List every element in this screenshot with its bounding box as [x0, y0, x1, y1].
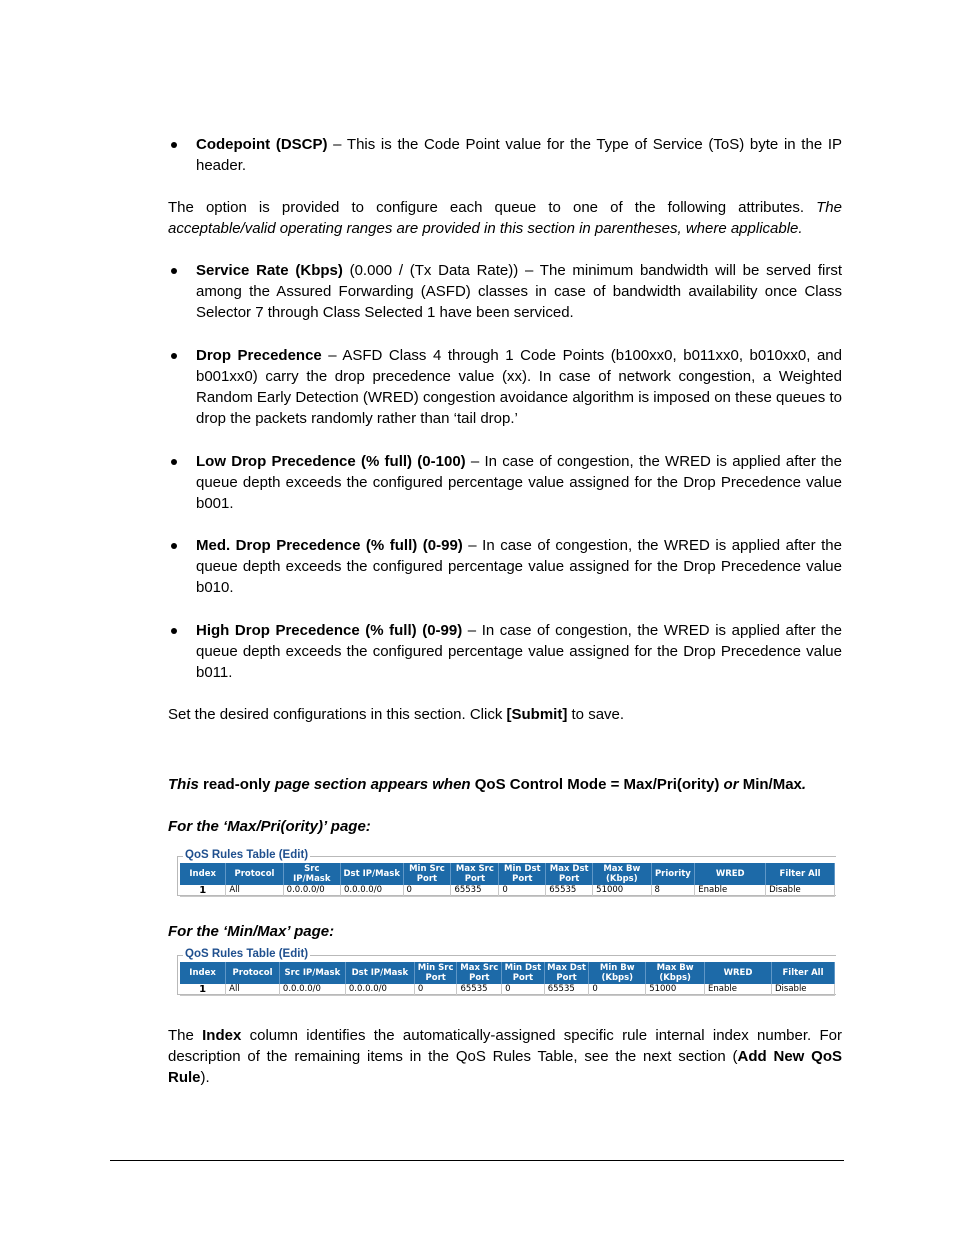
closing-part: ). — [200, 1069, 210, 1086]
intro-paragraph — [168, 197, 842, 239]
bullet-med-drop — [168, 535, 842, 598]
col-header: Max Dst Port — [546, 863, 593, 885]
bullet-term: High Drop Precedence (% full) (0-99) — [196, 622, 463, 639]
table-cell: Enable — [705, 984, 772, 996]
table-cell: 0.0.0.0/0 — [283, 885, 340, 897]
col-header: Protocol — [226, 962, 280, 984]
note-part: QoS Control Mode = Max/Pri(ority) — [474, 776, 720, 793]
col-header: Min Dst Port — [502, 962, 545, 984]
bullet-desc: – ASFD Class 4 through 1 Code Points (b100xx0, b011xx0, b010xx0, and b001xx0) carry the drop precedence value (xx). In case of network congestion, a Weighted Random Early Detection (WRED) congestion avoidance algorithm is imposed on these queues to drop the packets randomly rather than ‘tail drop.’ — [196, 347, 842, 427]
col-header: Max Bw (Kbps) — [646, 962, 705, 984]
submit-text-post: to save. — [567, 706, 625, 723]
table-cell: 0 — [414, 984, 457, 996]
maxpri-caption — [168, 816, 842, 837]
col-header: WRED — [695, 863, 766, 885]
bullet-drop-precedence — [168, 345, 842, 429]
qos-table — [180, 863, 835, 897]
table-cell: 65535 — [546, 885, 593, 897]
readonly-note — [168, 774, 842, 795]
table-cell: 0 — [499, 885, 546, 897]
table-cell: 65535 — [457, 984, 502, 996]
intro-italic: The acceptable/valid operating ranges are provided in this section in parentheses, where applicable. — [168, 199, 842, 237]
table-cell: 0.0.0.0/0 — [345, 984, 414, 996]
table-cell: 0 — [589, 984, 646, 996]
col-header: Min Src Port — [403, 863, 451, 885]
note-part: read-only — [198, 776, 275, 793]
table-cell: 0.0.0.0/0 — [279, 984, 345, 996]
table-row — [180, 984, 835, 996]
qos-table — [180, 962, 835, 996]
col-header: Filter All — [772, 962, 835, 984]
closing-paragraph — [168, 1025, 842, 1088]
bullet-term: Drop Precedence — [196, 347, 322, 364]
bullet-term: Service Rate (Kbps) — [196, 262, 343, 279]
bullet-desc: (0.000 / (Tx Data Rate)) – The minimum bandwidth will be served first among the Assured Forwarding (ASFD) classes in case of bandwidth availability once Class Selector 7 through Class Selected 1 have been serviced. — [196, 262, 842, 321]
submit-label: [Submit] — [506, 706, 568, 723]
bullet-service-rate — [168, 260, 842, 323]
col-header: WRED — [705, 962, 772, 984]
table-cell: 0.0.0.0/0 — [340, 885, 403, 897]
qos-rules-table-minmax — [177, 949, 837, 1003]
col-header: Max Src Port — [451, 863, 499, 885]
closing-part: column identifies the automatically-assigned specific rule internal index number. For description of the remaining items in the QoS Rules Table, see the next section ( — [168, 1027, 842, 1065]
bullet-desc: – This is the Code Point value for the Type of Service (ToS) byte in the IP header. — [196, 136, 843, 174]
col-header: Src IP/Mask — [279, 962, 345, 984]
bullet-desc: – In case of congestion, the WRED is applied after the queue depth exceeds the configured percentage value assigned for the Drop Precedence value b001. — [196, 453, 842, 512]
cell-index: 1 — [180, 885, 226, 897]
col-header: Index — [180, 962, 226, 984]
bullet-codepoint — [168, 134, 842, 176]
bullet-desc: – In case of congestion, the WRED is applied after the queue depth exceeds the configured percentage value assigned for the Drop Precedence value b010. — [196, 537, 842, 596]
table-cell: 65535 — [451, 885, 499, 897]
bullet-term: Low Drop Precedence (% full) (0-100) — [196, 453, 466, 470]
col-header: Index — [180, 863, 226, 885]
table-cell: Enable — [695, 885, 766, 897]
cell-index: 1 — [180, 984, 226, 996]
table-cell: 0 — [502, 984, 545, 996]
table-cell: 65535 — [544, 984, 589, 996]
col-header: Max Bw (Kbps) — [593, 863, 651, 885]
table-cell: Disable — [772, 984, 835, 996]
note-part: or — [719, 776, 743, 793]
table-header-row — [180, 863, 835, 885]
table-legend-edit-link[interactable]: QoS Rules Table (Edit) — [185, 849, 309, 861]
caption-text: For the ‘Max/Pri(ority)’ page: — [168, 818, 371, 835]
note-part: This — [168, 776, 199, 793]
bullet-desc: – In case of congestion, the WRED is applied after the queue depth exceeds the configured percentage value assigned for the Drop Precedence value b011. — [196, 622, 842, 681]
bullet-term: Codepoint (DSCP) — [196, 136, 328, 153]
bullet-low-drop — [168, 451, 842, 514]
col-header: Min Bw (Kbps) — [589, 962, 646, 984]
submit-text-pre: Set the desired configurations in this section. Click — [168, 706, 507, 723]
bullet-term: Med. Drop Precedence (% full) (0-99) — [196, 537, 463, 554]
note-part: Min/Max — [742, 776, 802, 793]
footer-divider — [110, 1160, 844, 1161]
intro-text: The option is provided to configure each queue to one of the following attributes. — [168, 199, 817, 216]
table-cell: 51000 — [646, 984, 705, 996]
table-cell: All — [226, 984, 280, 996]
col-header: Protocol — [226, 863, 283, 885]
col-header: Min Dst Port — [499, 863, 546, 885]
table-cell: Disable — [766, 885, 835, 897]
qos-rules-table-maxpri — [177, 850, 837, 902]
submit-paragraph — [168, 704, 842, 725]
table-cell: 8 — [651, 885, 695, 897]
minmax-caption — [168, 921, 842, 942]
col-header: Priority — [651, 863, 695, 885]
table-cell: All — [226, 885, 283, 897]
table-row — [180, 885, 835, 897]
table-header-row — [180, 962, 835, 984]
caption-text: For the ‘Min/Max’ page: — [168, 923, 335, 940]
note-part: page section appears when — [274, 776, 475, 793]
col-header: Max Src Port — [457, 962, 502, 984]
closing-part: Add New QoS Rule — [168, 1048, 842, 1086]
col-header: Min Src Port — [414, 962, 457, 984]
bullet-high-drop — [168, 620, 842, 683]
col-header: Src IP/Mask — [283, 863, 340, 885]
closing-part: The — [168, 1027, 203, 1044]
closing-part: Index — [202, 1027, 242, 1044]
table-legend-edit-link[interactable]: QoS Rules Table (Edit) — [185, 948, 309, 960]
col-header: Dst IP/Mask — [345, 962, 414, 984]
col-header: Max Dst Port — [544, 962, 589, 984]
col-header: Filter All — [766, 863, 835, 885]
table-cell: 51000 — [593, 885, 651, 897]
table-cell: 0 — [403, 885, 451, 897]
col-header: Dst IP/Mask — [340, 863, 403, 885]
note-part: . — [801, 776, 807, 793]
